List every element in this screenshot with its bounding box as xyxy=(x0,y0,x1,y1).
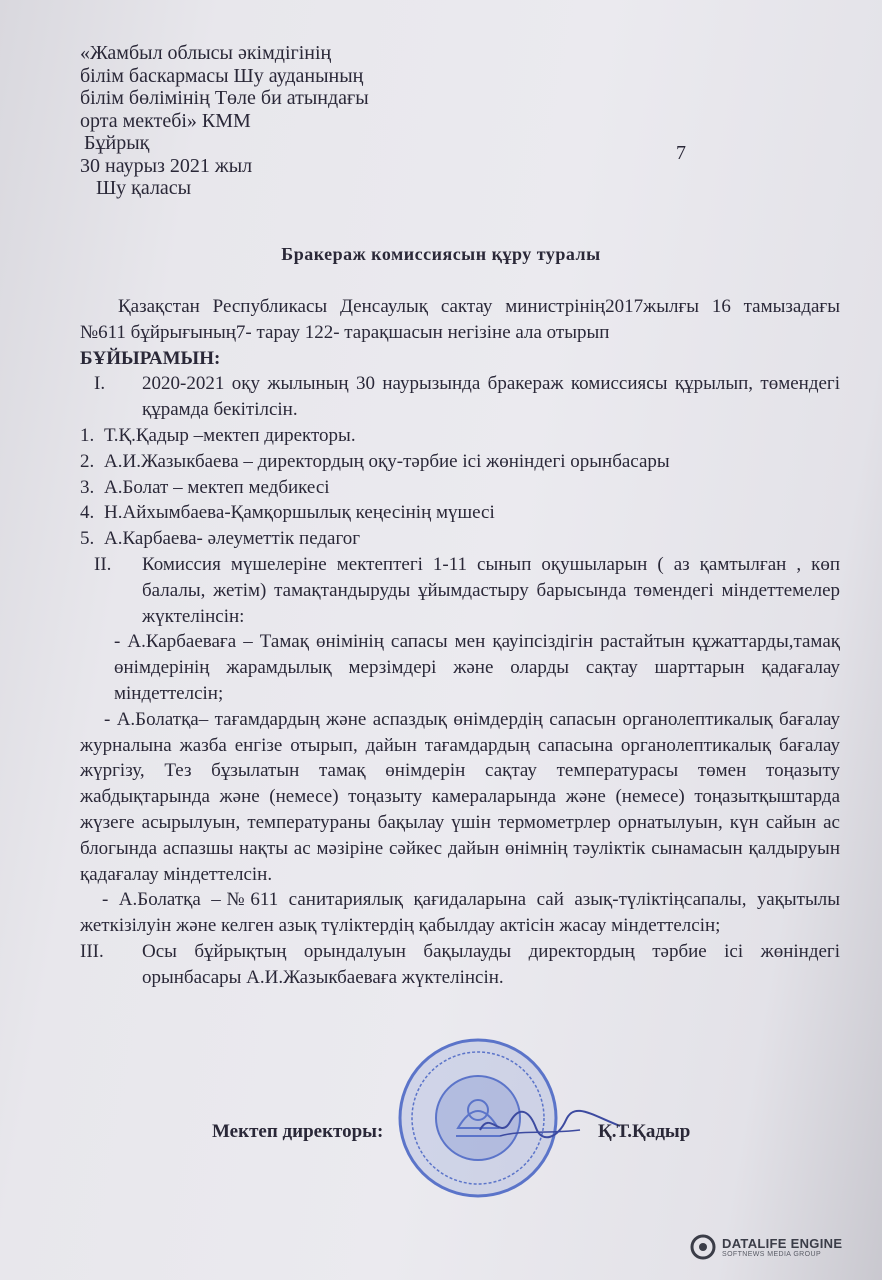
section-2 xyxy=(80,552,840,629)
section-text: 2020-2021 оқу жылының 30 наурызында бракераж комиссиясы құрылып, төмендегі құрамда бекітілсін. xyxy=(142,373,840,421)
watermark xyxy=(690,1234,842,1260)
order-number: 7 xyxy=(676,142,686,164)
member-list xyxy=(80,423,840,552)
item-number: 3. xyxy=(80,476,95,498)
item-text: А.Болат – мектеп медбикесі xyxy=(104,476,330,498)
list-item xyxy=(80,449,840,475)
order-label: Бұйрық xyxy=(84,132,150,154)
item-text: Т.Қ.Қадыр –мектеп директоры. xyxy=(104,424,356,446)
header-line: білім баскармасы Шу ауданының xyxy=(80,64,364,87)
header-line: орта мектебі» КММ xyxy=(80,109,251,132)
list-item xyxy=(80,526,840,552)
order-date: 30 наурыз 2021 жыл xyxy=(80,154,253,177)
order-word: БҰЙЫРАМЫН: xyxy=(80,347,221,369)
header-line: «Жамбыл облысы әкімдігінің xyxy=(80,42,332,64)
section-number: I. xyxy=(94,373,106,395)
duty-item: - А.Болатқа– тағамдардың және аспаздық өнімдердің сапасын органолептикалық бағалау журналына жазба енгізе отырып, дайын тағамдардың сапасына органолептикалық бағалау жүргізу, Тез бұзылатын тамақ өнімдерін сақтау температурасы төмен тоңазыту жабдықтарында және (немесе) тоңазыту камераларында және (немесе) тоңазытқыштарда жүзеге асырылуын, температураны бақылау үшін термометрлер орнатылуын, күн сайын ас блогында аспазшы нақты ас мәзіріне сәйкес дайын өнімнің тәуліктік сынамасын қалдыруын қадағалау міндеттелсін. xyxy=(80,708,840,885)
list-item xyxy=(80,475,840,501)
section-text: Осы бұйрықтың орындалуын бақылауды директордың тәрбие ісі жөніндегі орынбасары А.И.Жазыкбаеваға жүктелінсін. xyxy=(142,940,840,988)
watermark-brand: DATALIFE ENGINE xyxy=(722,1236,843,1251)
item-number: 5. xyxy=(80,528,95,550)
signature-label: Мектеп директоры: xyxy=(212,1121,384,1142)
section-3 xyxy=(80,939,840,991)
signatory-name: Қ.Т.Қадыр xyxy=(598,1121,691,1142)
institution-header xyxy=(80,42,369,200)
duty-item: - А.Карбаеваға – Тамақ өнімінің сапасы мен қауіпсіздігін растайтын құжаттарды,тамақ өнімдерінің жарамдылық мерзімдері және оларды сақтау шарттарын қадағалау міндеттелсін; xyxy=(114,631,840,704)
list-item xyxy=(80,500,840,526)
duty-item: - А.Болатқа –№611 санитариялық қағидаларына сай азық-түліктіңсапалы, уақытылы жеткізілуін және келген азық түліктердің қабылдау актісін жасау міндеттелсін; xyxy=(80,889,840,937)
item-text: Н.Айхымбаева-Қамқоршылық кеңесінің мүшесі xyxy=(104,502,495,524)
item-number: 2. xyxy=(80,450,95,472)
preamble: Қазақстан Республикасы Денсаулық сактау министрінің2017жылғы 16 тамызадағы №611 бұйрығының7- тарау 122- тарақшасын негізіне ала отырып xyxy=(80,296,840,343)
dle-logo-icon xyxy=(690,1234,716,1260)
item-text: А.Карбаева- әлеуметтік педагог xyxy=(104,528,361,550)
document-title: Бракераж комиссиясын құру туралы xyxy=(281,244,601,264)
item-number: 4. xyxy=(80,502,95,524)
section-1 xyxy=(80,371,840,423)
watermark-sub: SOFTNEWS MEDIA GROUP xyxy=(722,1251,822,1258)
item-text: А.И.Жазыкбаева – директордың оқу-тәрбие ісі жөніндегі орынбасары xyxy=(104,450,670,472)
header-line: білім бөлімінің Төле би атындағы xyxy=(80,87,369,109)
section-number: III. xyxy=(80,940,104,962)
section-number: II. xyxy=(94,553,112,575)
list-item xyxy=(80,423,840,449)
city: Шу қаласы xyxy=(96,177,192,199)
section-text: Комиссия мүшелеріне мектептегі 1-11 сынып оқушыларын ( аз қамтылған , көп балалы, жетім) тамақтандыруды ұйымдастыру барысында төмендегі міндеттемелер жүктелінсін: xyxy=(142,553,840,627)
document-body xyxy=(80,294,840,991)
item-number: 1. xyxy=(80,424,95,446)
